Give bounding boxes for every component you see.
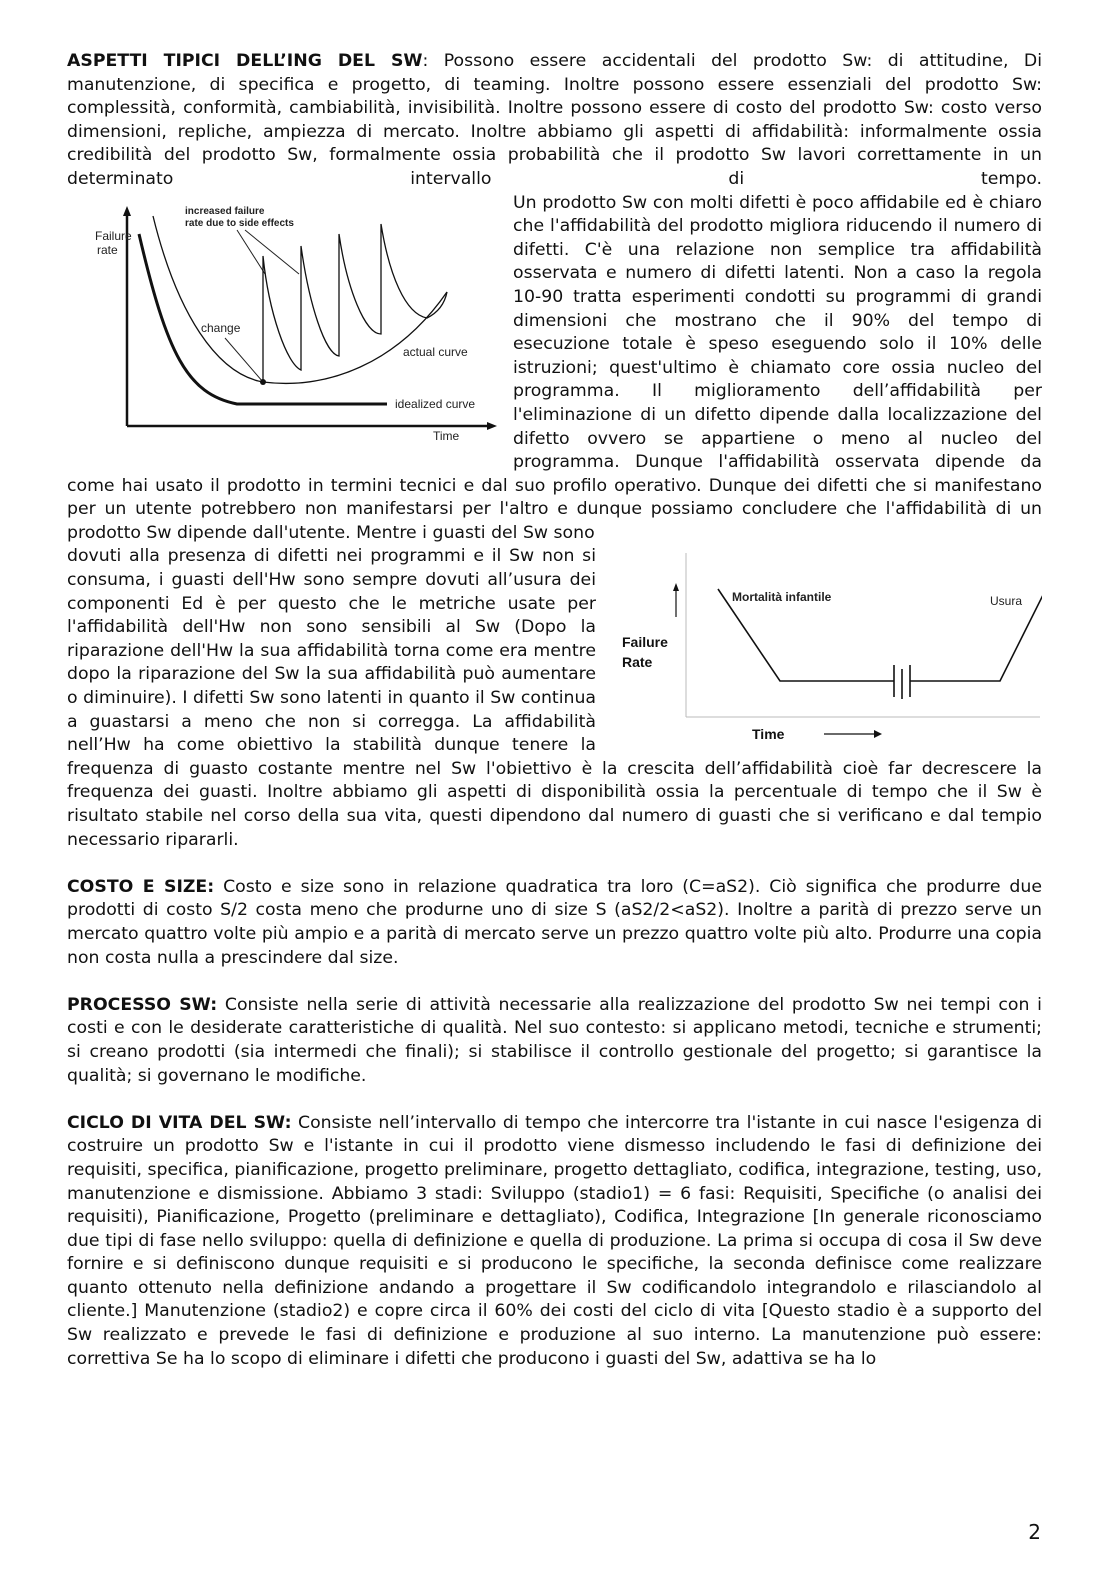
change-point [260,379,266,385]
y-label-1: Failure [622,634,668,651]
x-label: Time [433,428,460,443]
body-processo-sw: Consiste nella serie di attività necessarie alla realizzazione del prodotto Sw nei tempi con i costi e con le desiderate caratteristiche di qualità. Nel suo contesto: si applicano metodi, tecniche e strumenti; si creano prodotti (sia intermedi che finali); si stabilisce il controllo gestionale del progetto; si garantisce la qualità; si governano le modifiche. [67,994,1042,1086]
change-label: change [201,320,241,335]
paragraph-processo-sw [67,994,1042,1088]
paragraph-hw-sw [67,545,1042,852]
body-ciclo-vita: Consiste nell’intervallo di tempo che intercorre tra l'istante in cui nasce l'esigenza di costruire un prodotto Sw e l'istante in cui il prodotto viene dismesso includendo le fasi di definizione dei requisiti, specifica, pianificazione, progetto preliminare, progetto dettagliato, codifica, integrazione, testing, uso, manutenzione e dismissione. Abbiamo 3 stadi: Sviluppo (stadio1) = 6 fasi: Requisiti, Specifiche (o analisi dei requisiti), Pianificazione, Progetto (preliminare e dettagliato), Codifica, Integrazione [In generale riconosciamo due tipi di fase nello sviluppo: quella di definizione e quella di produzione. La prima si occupa di cosa il Sw deve fornire e si definiscono dunque requisiti e si producono le specifiche, la seconda definisce come realizzare quanto ottenuto nella definizione andando a progettare il Sw codificandolo integrandolo e rilasciandolo al cliente.] Manutenzione (stadio2) e copre circa il 60% dei costi del ciclo di vita [Questo stadio è a supporto del Sw realizzato e prevede le fasi di definizione e produzione al suo interno. La manutenzione può essere: correttiva Se ha lo scopo di eliminare i difetti che producono i guasti del Sw, adattiva se ha lo [67,1112,1042,1369]
body-costo-size: Costo e size sono in relazione quadratica tra loro (C=aS2). Ciò significa che produrre due prodotti di costo S/2 costa meno che produrne uno di size S (aS2/2<aS2). Inoltre a parità di prezzo serve un mercato quattro volte più ampio e a parità di mercato serve un prezzo quattro volte più alto. Produrre una copia non costa nulla a prescindere dal size. [67,876,1042,968]
y-label-2: rate [97,242,118,257]
x-axis-arrow [487,422,497,430]
y-axis-arrow [123,206,131,216]
paragraph-ciclo-vita [67,1112,1042,1372]
y-arrow-head [673,583,679,591]
y-label-1: Failure [95,228,132,243]
heading-costo-size: COSTO E SIZE: [67,876,215,897]
figure-hardware-bathtub [610,549,1042,745]
y-label-2: Rate [622,654,653,671]
paragraph-aspetti-tipici [67,50,1042,192]
x-label: Time [752,726,785,743]
figure-software-failure-curve [67,194,499,454]
content-column [67,50,1042,1371]
annotation-pointer-1 [237,230,265,274]
annotation-pointer-2 [245,230,299,274]
body-aspetti-part1: : Possono essere accidentali del prodotto Sw: di attitudine, Di manutenzione, di specifica e progetto, di teaming. Inoltre possono essere essenziali del prodotto Sw: complessità, conformità, cambiabilità, invisibilità. Inoltre possono essere di costo del prodotto Sw: costo verso dimensioni, repliche, ampiezza di mercato. Inoltre abbiamo gli aspetti di affidabilità: informalmente ossia credibilità del prodotto Sw, formalmente ossia probabilità che il prodotto Sw lavori correttamente in un determinato intervallo di tempo. [67,51,1042,189]
paragraph-aspetti-continued [67,192,1042,546]
body-aspetti-part2: Un prodotto Sw con molti difetti è poco affidabile ed è chiaro che l'affidabilità del prodotto migliora riducendo il numero di difetti. C'è una relazione non semplice tra affidabilità osservata e numero di difetti latenti. Non a caso la regola 10-90 tratta esperimenti condotti su programmi di grandi dimensioni che mostrano che il 90% del tempo di esecuzione totale è speso eseguendo solo il 10% delle istruzioni; quest'ultimo è chiamato core ossia nucleo del programma. Il miglioramento dell’affidabilità per l'eliminazione di un difetto dipende dalla localizzazione del difetto ovvero se appartiene o meno al nucleo del programma. Dunque l'affidabilità osservata dipende da come hai usato il prodotto in termini tecnici e dal suo profilo operativo. Dunque dei difetti che si manifestano per un utente potrebbero non manifestarsi per l'altro e dunque possiamo concludere che l'affidabilità di un prodotto Sw dipende dall'utente. Mentre i guasti del Sw sono [67,192,1042,543]
page-number: 2 [1028,1520,1041,1544]
right-label: Usura [990,594,1023,609]
software-failure-chart [67,194,499,454]
heading-ciclo-vita: CICLO DI VITA DEL SW: [67,1112,292,1133]
hardware-failure-chart [610,549,1042,745]
bathtub-right [910,585,1042,681]
annotation-1: increased failure [185,205,265,217]
actual-label: actual curve [403,344,468,359]
heading-aspetti-tipici: ASPETTI TIPICI DELL’ING DEL SW [67,51,423,71]
annotation-2: rate due to side effects [185,217,294,229]
left-label: Mortalità infantile [732,590,832,605]
x-arrow-head [874,730,882,738]
body-hw-sw: dovuti alla presenza di difetti nei programmi e il Sw non si consuma, i guasti dell'Hw sono sempre dovuti all’usura dei componenti Ed è per questo che le metriche usate per l'affidabilità dell'Hw non sono sensibili al Sw (Dopo la riparazione dell'Hw la sua affidabilità torna come era mentre dopo la riparazione del Sw la sua affidabilità può aumentare o diminuire). I difetti Sw sono latenti in quanto il Sw continua a guastarsi a meno che non si corregga. La affidabilità nell’Hw ha come obiettivo la stabilità dunque tenere la frequenza di guasto costante mentre nel Sw l'obiettivo è la crescita dell’affidabilità cioè far decrescere la frequenza dei guasti. Inoltre abbiamo gli aspetti di disponibilità ossia la percentuale di tempo che il Sw è risultato stabile nel corso della sua vita, questi dipendono dal numero di guasti che si verificano e dal tempio necessario ripararli. [67,546,1042,850]
paragraph-costo-size [67,876,1042,970]
heading-processo-sw: PROCESSO SW: [67,994,218,1015]
idealized-label: idealized curve [395,396,476,411]
